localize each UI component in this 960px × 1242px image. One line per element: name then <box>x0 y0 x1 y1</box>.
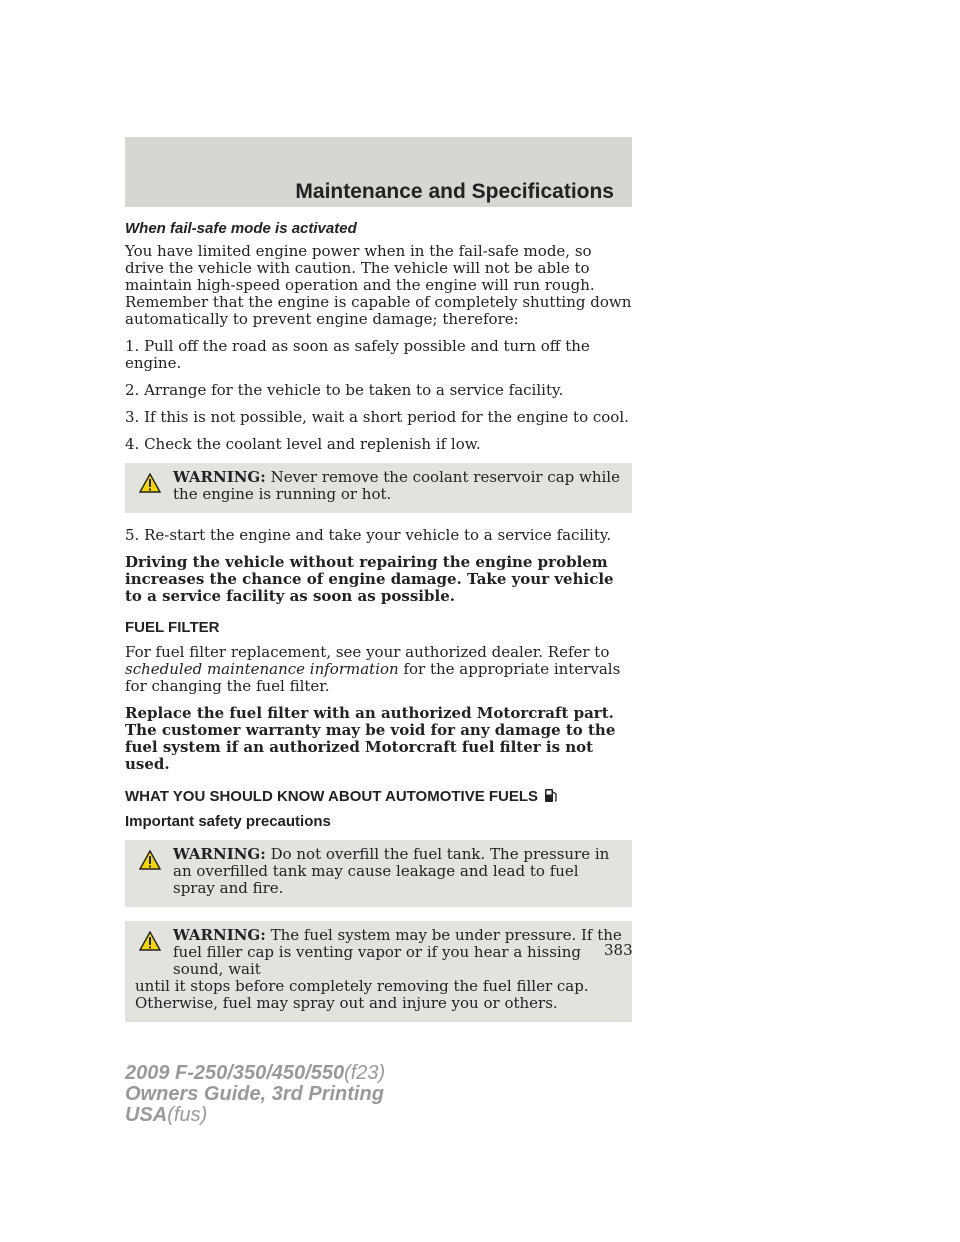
fuel-filter-text <box>125 644 632 695</box>
fuels-heading: WHAT YOU SHOULD KNOW ABOUT AUTOMOTIVE FUELS <box>125 788 539 805</box>
safety-precautions-heading: Important safety precautions <box>125 813 331 830</box>
failsafe-bold-note: Driving the vehicle without repairing the engine problem increases the chance of engine damage. Take your vehicle to a service facility as soon as possible. <box>125 553 614 605</box>
footer-line-1 <box>125 1063 385 1084</box>
step-4: 4. Check the coolant level and replenish if low. <box>125 435 481 453</box>
fuel-pump-icon <box>544 787 558 803</box>
pressure-warning <box>125 921 632 1022</box>
fuel-filter-text-a: For fuel filter replacement, see your authorized dealer. Refer to <box>125 643 610 661</box>
overfill-warning <box>125 840 632 907</box>
warning-text: Do not overfill the fuel tank. The pressure in an overfilled tank may cause leakage and lead to fuel spray and fire. <box>173 845 610 897</box>
step-5: 5. Re-start the engine and take your vehicle to a service facility. <box>125 526 612 544</box>
warning-label: WARNING: <box>173 468 266 486</box>
footer-line-3 <box>125 1105 385 1126</box>
footer-line-2: Owners Guide, 3rd Printing <box>125 1083 384 1105</box>
market-code: (fus) <box>167 1104 208 1126</box>
section-header <box>125 137 632 207</box>
maintenance-reference: scheduled maintenance information <box>125 660 399 678</box>
section-title: Maintenance and Specifications <box>295 180 614 203</box>
warning-triangle-icon <box>139 931 161 951</box>
page-content <box>125 220 632 1036</box>
fuels-heading-row <box>125 787 632 805</box>
warning-label: WARNING: <box>173 926 266 944</box>
warning-first-lines <box>125 927 622 978</box>
market: USA <box>125 1104 168 1126</box>
model-code: (f23) <box>344 1062 386 1084</box>
warning-continuation: until it stops before completely removing the fuel filler cap. Otherwise, fuel may spray out and injure you or others. <box>135 977 589 1012</box>
warning-triangle-icon <box>139 850 161 870</box>
warning-text: Never remove the coolant reservoir cap while the engine is running or hot. <box>173 468 620 503</box>
warning-triangle-icon <box>139 473 161 493</box>
step-2: 2. Arrange for the vehicle to be taken to a service facility. <box>125 381 564 399</box>
warning-label: WARNING: <box>173 845 266 863</box>
model-range: 2009 F-250/350/450/550 <box>125 1062 345 1084</box>
failsafe-heading: When fail-safe mode is activated <box>125 220 357 237</box>
warning-text: The fuel system may be under pressure. If the fuel filler cap is venting vapor or if you hear a hissing sound, wait <box>173 926 622 978</box>
coolant-warning <box>125 463 632 513</box>
fuel-filter-text-b: for the appropriate intervals for changing the fuel filter. <box>125 660 621 695</box>
document-footer <box>125 1063 385 1126</box>
fuel-filter-heading: FUEL FILTER <box>125 619 220 636</box>
step-1: 1. Pull off the road as soon as safely possible and turn off the engine. <box>125 337 590 372</box>
failsafe-intro: You have limited engine power when in the fail-safe mode, so drive the vehicle with caution. The vehicle will not be able to maintain high-speed operation and the engine will run rough. Remember that the engine is capable of completely shutting down automatically to prevent engine damage; therefore: <box>125 242 632 328</box>
fuel-filter-bold-note: Replace the fuel filter with an authorized Motorcraft part. The customer warranty may be void for any damage to the fuel system if an authorized Motorcraft fuel filter is not used. <box>125 704 616 773</box>
page-number: 383 <box>604 941 633 959</box>
step-3: 3. If this is not possible, wait a short period for the engine to cool. <box>125 408 629 426</box>
